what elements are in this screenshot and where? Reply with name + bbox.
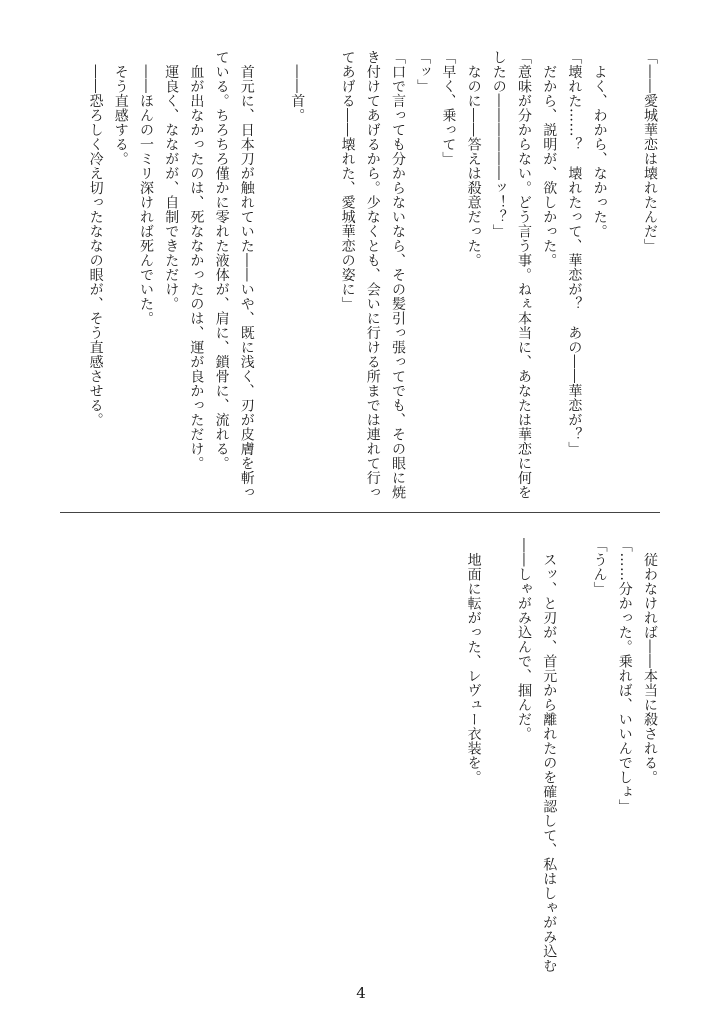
text-line: したの――――――ッ！？」 <box>490 50 507 239</box>
text-line: 運良く、なながが、自制できただけ。 <box>163 50 180 311</box>
section-divider <box>60 512 660 513</box>
text-line: そう直感する。 <box>112 50 129 166</box>
text-line: 従わなければ――本当に殺される。 <box>642 538 658 785</box>
text-line: 地面に転がった、レヴュー衣装を。 <box>465 538 482 785</box>
text-line: ている。ちろちろ僅かに零れた液体が、肩に、鎖骨に、流れる。 <box>213 50 230 471</box>
text-line: スッ、と刃が、首元から離れたのを確認して、私はしゃがみ込む <box>541 538 558 973</box>
text-line: 首元に、日本刀が触れていた――いや、既に浅く、刃が皮膚を斬っ <box>238 50 255 500</box>
text-line: よく、わから、なかった。 <box>591 50 608 239</box>
text-line: 「……分かった。乗れば、いいんでしょ」 <box>616 538 633 814</box>
text-line: 血が出なかったのは、死ななかったのは、運が良かっただけ。 <box>188 50 205 471</box>
text-line: ――首。 <box>289 50 306 123</box>
text-line: ――恐ろしく冷え切ったななの眼が、そう直感させる。 <box>87 50 104 427</box>
text-line: てあげる――壊れた、愛城華恋の姿に」 <box>339 50 356 311</box>
text-line: なのに――答えは殺意だった。 <box>465 50 482 268</box>
text-line: 「うん」 <box>591 538 608 596</box>
text-line: 「意味が分からない。どう言う事。ねぇ本当に、あなたは華恋に何を <box>516 50 532 500</box>
text-line: 「ッ」 <box>415 50 432 94</box>
text-line: だから、説明が、欲しかった。 <box>541 50 558 268</box>
text-line: 「壊れた……？ 壊れたって、華恋が？ あの――華恋が？」 <box>566 50 583 456</box>
text-line: ――ほんの一ミリ深ければ死んでいた。 <box>138 50 154 326</box>
text-line: 「口で言っても分からないなら、その髪引っ張ってでも、その眼に焼 <box>390 50 406 500</box>
page-number: 4 <box>356 984 366 1002</box>
text-line: 「――愛城華恋は壊れたんだ」 <box>642 50 658 253</box>
text-line: ――しゃがみ込んで、掴んだ。 <box>516 538 532 741</box>
text-line: 「早く、乗って」 <box>440 50 457 166</box>
text-line: き付けてあげるから。少なくとも、会いに行ける所までは連れて行っ <box>364 50 381 500</box>
